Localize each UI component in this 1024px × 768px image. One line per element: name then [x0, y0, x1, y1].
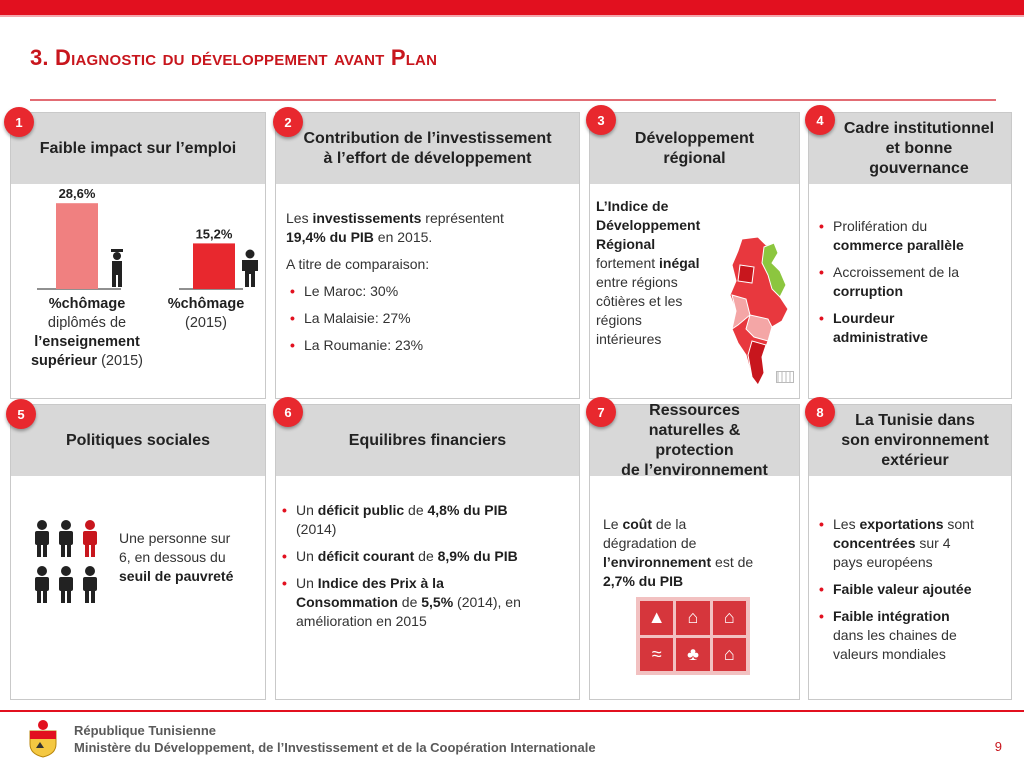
person-icon	[59, 566, 73, 603]
panel-8-external	[808, 404, 1012, 700]
bar-1-label-line2: l’enseignement	[34, 334, 140, 350]
panel-7-body	[590, 477, 799, 697]
comparison-item: • La Roumanie: 23%	[286, 336, 569, 355]
bar-2-label-year: (2015)	[185, 315, 227, 331]
panel-1-number-badge: 1	[4, 107, 34, 137]
panel-6-number-badge: 6	[273, 397, 303, 427]
bar-1-label-line3-bold: supérieur	[30, 353, 98, 369]
governance-item-2a: Accroissement de la	[833, 264, 960, 280]
people-poverty-icons	[31, 519, 111, 609]
panel-8-header-line2: son environnement	[841, 431, 989, 449]
env-text-4: 2,7% du PIB	[603, 573, 684, 589]
bar-1-value-label: 28,6%	[58, 186, 96, 202]
panel-4-body	[809, 185, 1011, 397]
bar-1-label-bold: %chômage	[48, 296, 126, 312]
footer-text	[74, 722, 596, 756]
governance-item-3b: administrative	[833, 329, 928, 345]
tunisia-regional-map	[728, 237, 792, 387]
finance-item-3b: Indice des Prix à la	[317, 575, 444, 591]
finance-list	[278, 501, 571, 631]
finance-item	[278, 574, 571, 631]
external-item-1a: Les	[833, 516, 860, 532]
panel-2-body	[276, 185, 579, 397]
external-item	[815, 515, 1007, 572]
poverty-text-1: Une personne sur	[119, 530, 231, 546]
panel-1-header	[11, 113, 265, 184]
env-text-2: dégradation de	[603, 535, 697, 551]
panel-4-header-line2: et bonne	[885, 139, 953, 157]
panel-5-header	[11, 405, 265, 476]
finance-item-3a: Un	[296, 575, 318, 591]
panel-3-header-line2: régional	[663, 149, 726, 167]
panel-7-header-line2: naturelles & protection	[648, 421, 741, 459]
regional-text-8: intérieures	[596, 331, 662, 347]
panel-7-header-line1: Ressources	[649, 401, 740, 419]
unemployment-bar-chart	[11, 185, 265, 295]
bar-2	[193, 243, 235, 289]
panel-7-number-badge: 7	[586, 397, 616, 427]
panel-7-environment	[589, 401, 800, 700]
panel-5-header-text: Politiques sociales	[65, 431, 211, 449]
investment-text-a: Les	[286, 210, 313, 226]
investment-text	[286, 209, 569, 247]
regional-text-3: Régional	[596, 236, 656, 252]
governance-item-1a: Prolifération du	[833, 218, 928, 234]
title-divider	[30, 99, 996, 101]
bar-1-label	[11, 295, 163, 371]
panel-3-body	[590, 185, 799, 397]
investment-text-c: représentent	[421, 210, 504, 226]
external-item-3b: dans les chaines de	[833, 627, 957, 643]
panel-4-header-line3: gouvernance	[869, 159, 969, 177]
panel-6-finance	[275, 404, 580, 700]
poverty-text-2: 6, en dessous du	[119, 549, 226, 565]
panel-5-number-badge: 5	[6, 399, 36, 429]
external-item-2: Faible valeur ajoutée	[833, 581, 972, 597]
panel-2-number-badge: 2	[273, 107, 303, 137]
tunisia-coat-of-arms-icon	[26, 718, 60, 758]
map-legend	[776, 371, 794, 383]
panel-8-header-line1: La Tunisie dans	[855, 411, 975, 429]
finance-item-1c: de	[404, 502, 428, 518]
external-item	[815, 607, 1007, 664]
panel-7-header	[590, 401, 799, 479]
finance-item	[278, 547, 571, 566]
panel-8-header-line3: extérieur	[881, 451, 949, 469]
house-icon: ⌂	[676, 601, 709, 635]
panel-6-body	[276, 477, 579, 697]
env-text-3a: l’environnement	[603, 554, 712, 570]
panel-4-header-line1: Cadre institutionnel	[843, 119, 995, 137]
governance-item-1b: commerce parallèle	[833, 237, 964, 253]
comparison-item: • Le Maroc: 30%	[286, 282, 569, 301]
person-icon	[35, 566, 49, 603]
panel-1-header-text: Faible impact sur l’emploi	[39, 139, 237, 157]
bar-2-label	[161, 295, 251, 333]
finance-item-1e: (2014)	[296, 521, 337, 537]
env-text-3b: est de	[711, 554, 754, 570]
governance-item-2b: corruption	[833, 283, 903, 299]
panel-4-governance	[808, 112, 1012, 399]
finance-item-1d: 4,8% du PIB	[427, 502, 508, 518]
fire-house-icon: ▲	[640, 601, 673, 635]
panel-5-body	[11, 477, 265, 697]
panel-1-body	[11, 185, 265, 397]
env-text-1c: de la	[652, 516, 687, 532]
comparison-item: • La Malaisie: 27%	[286, 309, 569, 328]
finance-item-3e: 5,5%	[421, 594, 454, 610]
governance-item	[815, 217, 1007, 255]
person-icon	[35, 520, 49, 557]
panel-3-header-line1: Développement	[634, 129, 755, 147]
comparison-intro: A titre de comparaison:	[286, 256, 430, 272]
finance-item-3g: amélioration en 2015	[296, 613, 427, 629]
finance-item-2c: de	[414, 548, 438, 564]
person-icon	[242, 250, 258, 288]
investment-text-d: 19,4% du PIB	[286, 229, 374, 245]
external-list	[815, 515, 1007, 664]
finance-item-3d: de	[397, 594, 422, 610]
external-item-3c: valeurs mondiales	[833, 646, 946, 662]
page-number: 9	[994, 739, 1002, 754]
external-item-1d: concentrées	[833, 535, 916, 551]
regional-text-6: côtières et les	[596, 293, 683, 309]
panel-3-number-badge: 3	[586, 105, 616, 135]
poverty-text-3: seuil de pauvreté	[119, 568, 234, 584]
footer-line-1: République Tunisienne	[74, 723, 217, 738]
bar-1	[56, 203, 98, 289]
regional-text-4a: fortement	[596, 255, 660, 271]
footer-line-2: Ministère du Développement, de l’Investissement et de la Coopération Internationale	[74, 740, 596, 755]
top-accent-line	[0, 15, 1024, 17]
environment-icons-grid	[636, 597, 750, 675]
bar-2-label-bold: %chômage	[167, 296, 245, 312]
finance-item-2a: Un	[296, 548, 318, 564]
footer-divider	[0, 710, 1024, 712]
comparison-list	[286, 282, 569, 355]
governance-item-3a: Lourdeur	[833, 310, 895, 326]
external-item-1c: sont	[943, 516, 974, 532]
hail-house-icon: ⌂	[713, 638, 746, 672]
finance-item-3f: (2014), en	[453, 594, 521, 610]
panel-6-header-text: Equilibres financiers	[348, 431, 507, 449]
top-accent-bar	[0, 0, 1024, 15]
external-item-3a: Faible intégration	[833, 608, 950, 624]
finance-item	[278, 501, 571, 539]
forest-fire-icon: ♣	[676, 638, 709, 672]
bar-2-value-label: 15,2%	[195, 226, 233, 242]
investment-text-b: investissements	[312, 210, 422, 226]
panel-2-header	[276, 113, 579, 184]
bar-1-label-year: (2015)	[101, 353, 144, 369]
panel-4-number-badge: 4	[805, 105, 835, 135]
panel-2-header-line1: Contribution de l’investissement	[303, 129, 552, 147]
person-icon-highlighted	[83, 520, 97, 557]
governance-item	[815, 263, 1007, 301]
env-text-1b: coût	[622, 516, 653, 532]
panel-2-header-line2: à l’effort de développement	[323, 149, 532, 167]
finance-item-1a: Un	[296, 502, 318, 518]
panel-8-number-badge: 8	[805, 397, 835, 427]
panel-4-header	[809, 113, 1011, 184]
person-icon	[83, 566, 97, 603]
finance-item-2b: déficit courant	[317, 548, 415, 564]
regional-text-2: Développement	[596, 217, 701, 233]
panel-6-header	[276, 405, 579, 476]
graduate-person-icon	[111, 249, 123, 287]
flood-house-icon: ≈	[640, 638, 673, 672]
governance-item	[815, 309, 1007, 347]
panel-3-header	[590, 113, 799, 184]
external-item-1f: pays européens	[833, 554, 933, 570]
panel-3-regional	[589, 112, 800, 399]
env-text-1a: Le	[603, 516, 623, 532]
panel-5-social	[10, 404, 266, 700]
finance-item-3c: Consommation	[296, 594, 398, 610]
investment-text-e: en 2015.	[373, 229, 433, 245]
bar-1-label-line1: diplômés de	[47, 315, 127, 331]
panel-8-body	[809, 477, 1011, 697]
finance-item-1b: déficit public	[317, 502, 405, 518]
panel-7-header-line3: de l’environnement	[621, 461, 768, 479]
poverty-text	[119, 529, 259, 586]
storm-house-icon: ⌂	[713, 601, 746, 635]
slide-title: 3. Diagnostic du développement avant Plan	[30, 45, 438, 70]
panel-8-header	[809, 405, 1011, 476]
regional-text-5: entre régions	[596, 274, 678, 290]
governance-list	[815, 217, 1007, 347]
external-item-1b: exportations	[859, 516, 944, 532]
panel-1-employment	[10, 112, 266, 399]
panel-2-investment	[275, 112, 580, 399]
regional-text-1: L’Indice de	[596, 198, 669, 214]
regional-text-7: régions	[596, 312, 642, 328]
person-icon	[59, 520, 73, 557]
finance-item-2d: 8,9% du PIB	[437, 548, 518, 564]
regional-text-4b: inégal	[659, 255, 700, 271]
external-item-1e: sur 4	[915, 535, 951, 551]
external-item	[815, 580, 1007, 599]
